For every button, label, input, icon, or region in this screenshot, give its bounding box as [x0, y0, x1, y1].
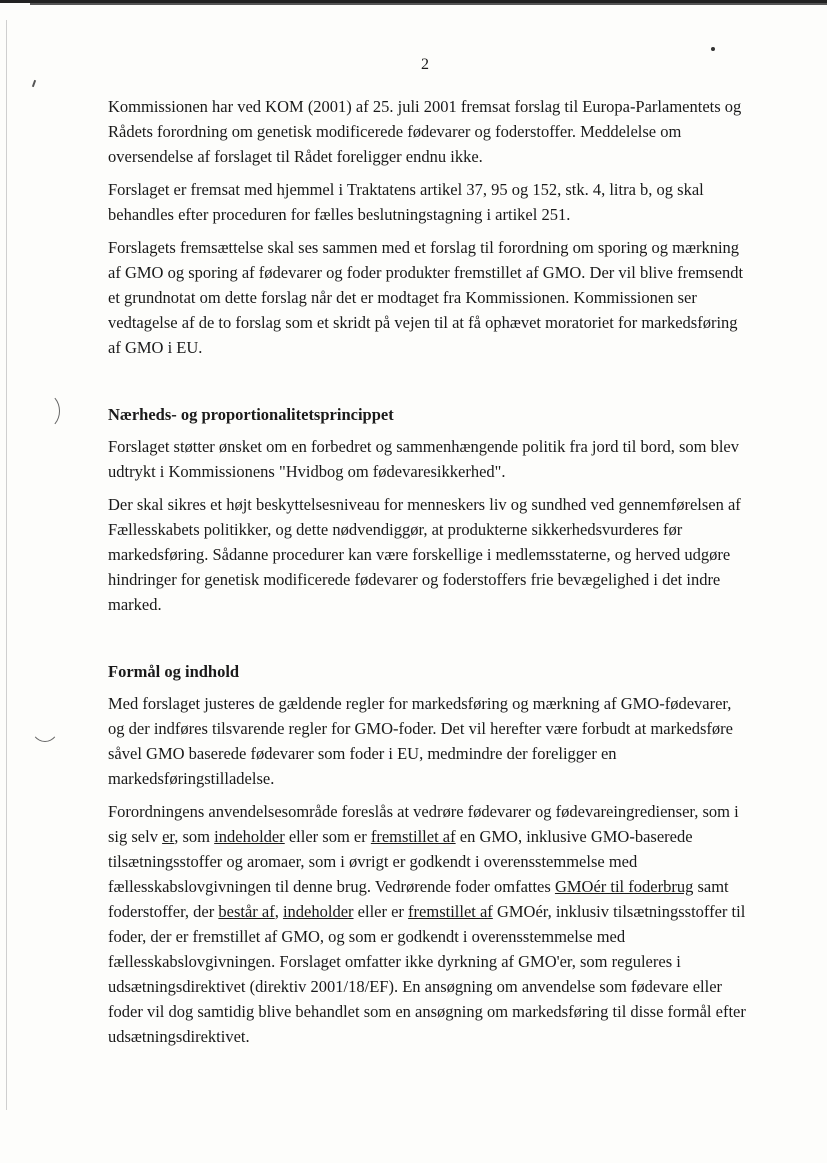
- scan-speck: [711, 47, 715, 51]
- punch-hole-mark: [30, 706, 60, 742]
- scan-top-border-shadow: [30, 3, 827, 5]
- paragraph: Forslaget er fremsat med hjemmel i Traktatens artikel 37, 95 og 152, stk. 4, litra b, og skal behandles efter proceduren for fælles beslutningstagning i artikel 251.: [108, 180, 704, 224]
- underlined-term: fremstillet af: [370, 827, 456, 846]
- scan-left-edge: [6, 20, 7, 1110]
- scope-paragraph: Forordningens anvendelsesområde foreslås at vedrøre fødevarer og fødevareingredienser, som i sig selv er, som indeholder eller som er fremstillet af en GMO, inklusive GMO-baserede tilsætningsstoffer og aromaer, som i øvrigt er godkendt i overensstemmelse med fællesskabslovgivningen til denne brug. Vedrørende foder omfattes GMOér til foderbrug samt foderstoffer, der består af, indeholder eller er fremstillet af GMOér, inklusiv tilsætningsstoffer til foder, der er fremstillet af GMO, og som er godkendt i overensstemmelse med fællesskabslovgivningen. Forslaget omfatter ikke dyrkning af GMO'er, som reguleres i udsætningsdirektivet (direktiv 2001/18/EF). En ansøgning om anvendelse som fødevare eller foder vil dog samtidig blive behandlet som en ansøgning om markedsføring til disse formål efter udsætningsdirektivet.: [108, 802, 746, 1046]
- underlined-term: består af: [218, 902, 275, 921]
- paragraph: Med forslaget justeres de gældende regler for markedsføring og mærkning af GMO-fødevarer, og der indføres tilsvarende regler for GMO-foder. Det vil herefter være forbudt at markedsføre såvel GMO baserede fødevarer som foder i EU, medmindre der foreligger en markedsføringstilladelse.: [108, 694, 733, 788]
- paragraph: Forslagets fremsættelse skal ses sammen med et forslag til forordning om sporing og mærkning af GMO og sporing af fødevarer og foder produkter fremstillet af GMO. Der vil blive fremsendt et grundnotat om dette forslag når det er modtaget fra Kommissionen. Kommissionen ser vedtagelse af de to forslag som et skridt på vejen til at få ophævet moratoriet for markedsføring af GMO i EU.: [108, 238, 744, 357]
- document-body: [108, 94, 750, 1057]
- paragraph: Kommissionen har ved KOM (2001) af 25. juli 2001 fremsat forslag til Europa-Parlamentets og Rådets forordning om genetisk modificerede fødevarer og foderstoffer. Meddelelse om oversendelse af forslaget til Rådet foreligger endnu ikke.: [108, 97, 742, 166]
- section-heading: Formål og indhold: [108, 662, 240, 681]
- page-number: 2: [421, 56, 429, 73]
- underlined-term: indeholder: [282, 902, 354, 921]
- section-heading: Nærheds- og proportionalitetsprincippet: [108, 405, 394, 424]
- underlined-term: er: [162, 827, 175, 846]
- paragraph: Der skal sikres et højt beskyttelsesniveau for menneskers liv og sundhed ved gennemførelsen af Fællesskabets politikker, og dette nødvendiggør, at produkterne sikkerhedsvurderes før markedsføring. Sådanne procedurer kan være forskellige i medlemsstaterne, og herved udgøre hindringer for genetisk modificerede fødevarer og foderstoffers frie bevægelighed i det indre marked.: [108, 495, 741, 614]
- scan-speck: [32, 80, 36, 87]
- underlined-term: fremstillet af: [408, 902, 493, 921]
- underlined-term: indeholder: [214, 827, 285, 846]
- underlined-term: GMOér til foderbrug: [554, 877, 694, 896]
- punch-hole-mark: [30, 393, 60, 429]
- paragraph: Forslaget støtter ønsket om en forbedret og sammenhængende politik fra jord til bord, som blev udtrykt i Kommissionens "Hvidbog om fødevaresikkerhed".: [108, 437, 740, 481]
